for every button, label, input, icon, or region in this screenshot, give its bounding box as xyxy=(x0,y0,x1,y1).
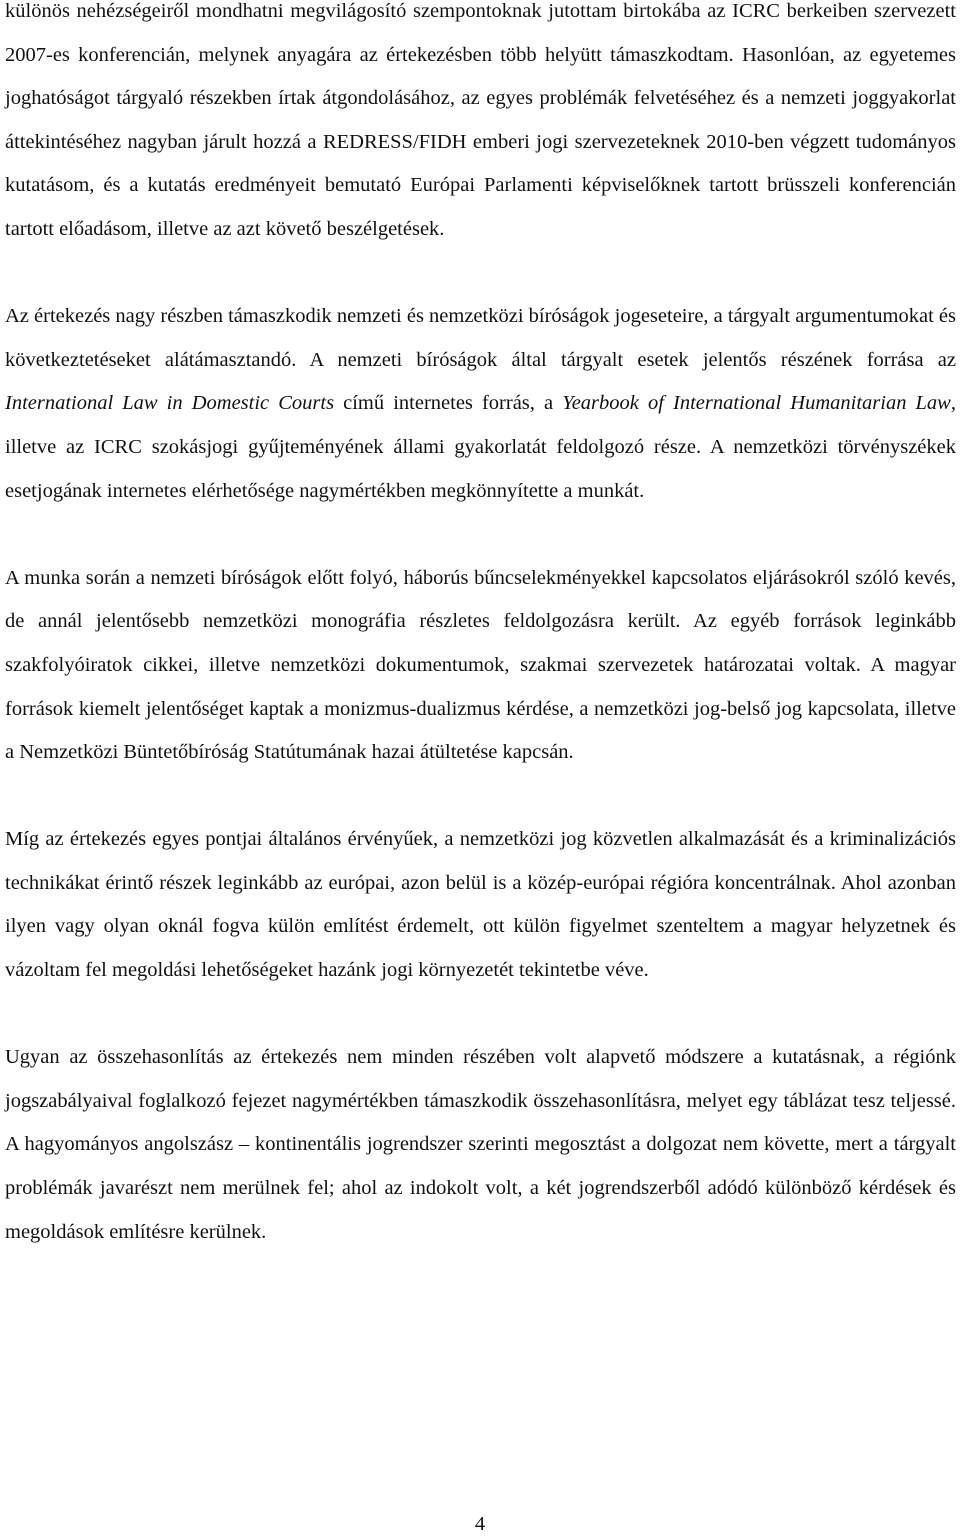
source-title-ildc: International Law in Domestic Courts xyxy=(5,392,335,415)
paragraph-2-text-c: , illetve az ICRC szokásjogi gyűjteményének állami gyakorlatát feldolgozó része. A nemzetközi törvényszékek esetjogának internetes elérhetősége nagymértékben megkönnyítette a munkát. xyxy=(5,392,956,502)
paragraph-2-text-a: Az értekezés nagy részben támaszkodik nemzeti és nemzetközi bíróságok jogeseteire, a tárgyalt argumentumokat és következtetéseket alátámasztandó. A nemzeti bíróságok által tárgyalt esetek jelentős részének forrása az xyxy=(5,305,956,371)
document-page xyxy=(5,0,956,1298)
paragraph-1 xyxy=(5,0,956,252)
paragraph-3-text: A munka során a nemzeti bíróságok előtt folyó, háborús bűncselekményekkel kapcsolatos eljárásokról szóló kevés, de annál jelentősebb nemzetközi monográfia részletes feldolgozásra került. Az egyéb források leginkább szakfolyóiratok cikkei, illetve nemzetközi dokumentumok, szakmai szervezetek határozatai voltak. A magyar források kiemelt jelentőséget kaptak a monizmus-dualizmus kérdése, a nemzetközi jog-belső jog kapcsolata, illetve a Nemzetközi Büntetőbíróság Statútumának hazai átültetése kapcsán. xyxy=(5,566,956,764)
paragraph-2-text-b: című internetes forrás, a xyxy=(334,392,563,415)
paragraph-5-text: Ugyan az összehasonlítás az értekezés nem minden részében volt alapvető módszere a kutatásnak, a régiónk jogszabályaival foglalkozó fejezet nagymértékben támaszkodik összehasonlításra, melyet egy táblázat tesz teljessé. A hagyományos angolszász – kontinentális jogrendszer szerinti megosztást a dolgozat nem követte, mert a tárgyalt problémák javarészt nem merülnek fel; ahol az indokolt volt, a két jogrendszerből adódó különböző kérdések és megoldások említésre kerülnek. xyxy=(5,1046,956,1243)
page-number: 4 xyxy=(474,1513,486,1535)
paragraph-5 xyxy=(5,1036,956,1254)
paragraph-3 xyxy=(5,557,956,775)
paragraph-4-text: Míg az értekezés egyes pontjai általános érvényűek, a nemzetközi jog közvetlen alkalmazását és a kriminalizációs technikákat érintő részek leginkább az európai, azon belül is a közép-európai régióra koncentrálnak. Ahol azonban ilyen vagy olyan oknál fogva külön említést érdemelt, ott külön figyelmet szenteltem a magyar helyzetnek és vázoltam fel megoldási lehetőségeket hazánk jogi környezetét tekintetbe véve. xyxy=(5,828,956,982)
paragraph-2 xyxy=(5,295,956,513)
paragraph-1-text: különös nehézségeiről mondhatni megvilágosító szempontoknak jutottam birtokába az ICRC berkeiben szervezett 2007-es konferencián, melynek anyagára az értekezésben több helyütt támaszkodtam. Hasonlóan, az egyetemes joghatóságot tárgyaló részekben írtak átgondolásához, az egyes problémák felvetéséhez és a nemzeti joggyakorlat áttekintéséhez nagyban járult hozzá a REDRESS/FIDH emberi jogi szervezeteknek 2010-ben végzett tudományos kutatásom, és a kutatás eredményeit bemutató Európai Parlamenti képviselőknek tartott brüsszeli konferencián tartott előadásom, illetve az azt követő beszélgetések. xyxy=(5,0,956,240)
source-title-yihl: Yearbook of International Humanitarian Law xyxy=(562,392,951,415)
paragraph-4 xyxy=(5,818,956,992)
